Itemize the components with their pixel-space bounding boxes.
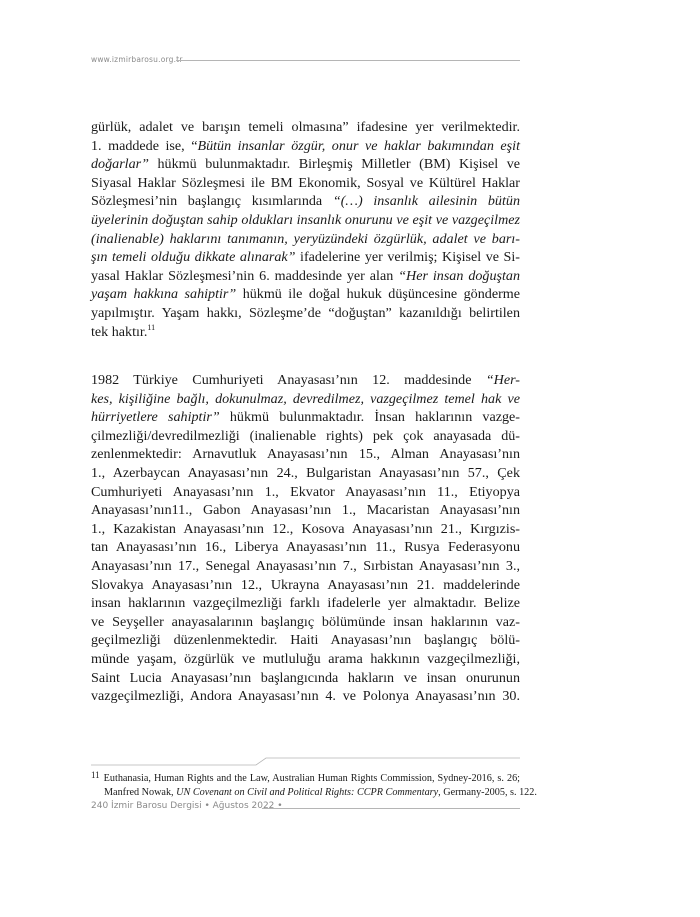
text-line [91, 230, 520, 249]
header-url: www.izmirbarosu.org.tr [91, 55, 183, 64]
italic-quote: (inalienable) haklarını tanımanın, yeryüzündeki özgürlük, adalet ve barı- [91, 230, 520, 247]
italic-quote: yaşam hakkına sahiptir” [91, 286, 237, 303]
footnote-separator [91, 757, 520, 769]
italic-quote: “Her- [485, 372, 520, 388]
text-line: yapılmıştır. Yaşam hakkı, Sözleşme’de “doğuştan” kazanıldığı belirtilen [91, 304, 520, 321]
text-line: hürriyetlere sahiptir” hükmü bulunmaktadır. İnsan haklarının vazge- [91, 409, 520, 426]
text-line: insan haklarının vazgeçilmezliği farklı ifadelerle yer almaktadır. Belize [91, 595, 520, 612]
footnote [91, 769, 537, 799]
text-line: tek haktır.$^{11}$ [91, 322, 156, 340]
italic-quote: UN Covenant on Civil and Political Rights: CCPR Commentary [176, 786, 439, 798]
paragraph-1 [91, 118, 520, 341]
italic-quote: hürriyetlere sahiptir” [91, 409, 220, 426]
page-footer: 240 İzmir Barosu Dergisi • Ağustos 2022 • [91, 801, 283, 811]
text-line: Sözleşmesi’nin başlangıç kısımlarında “(…) insanlık ailesinin bütün [91, 193, 520, 210]
text-line: vazgeçilmezliği, Andora Anayasası’nın 4. ve Polonya Anayasası’nın 30. [91, 688, 520, 705]
text-line: geçilmezliği düzenlenmektedir. Haiti Anayasası’nın başlangıç bölü- [91, 632, 520, 649]
italic-quote: şın temeli olduğu dikkate alınarak” [91, 249, 296, 266]
text-line: ve Seyşeller anayasalarının başlangıç bölümünde insan haklarının vaz- [91, 613, 520, 630]
italic-quote: üyelerinin doğuştan sahip oldukları insanlık onurunu ve eşit ve vazgeçilmez [91, 211, 520, 228]
italic-quote: Bütün insanlar özgür, onur ve haklar bakımından eşit [197, 137, 520, 154]
text-line: zenlenmektedir: Arnavutluk Anayasası’nın 15., Alman Anayasası’nın [91, 446, 520, 463]
italic-quote: kes, kişiliğine bağlı, dokunulmaz, devredilmez, vazgeçilmez temel hak ve [91, 390, 520, 407]
text-line: Anayasası’nın 17., Senegal Anayasası’nın 7., Sırbistan Anayasası’nın 3., [91, 557, 520, 574]
footnote-line: Manfred Nowak, UN Covenant on Civil and Political Rights: CCPR Commentary, Germany-2005, s. 122. [104, 786, 537, 798]
text-line [91, 211, 520, 230]
italic-quote: “(…) insanlık ailesinin bütün [332, 193, 520, 210]
footnote-reference: 11 [147, 322, 156, 332]
footnote-number: 11 [91, 770, 100, 780]
text-line: Cumhuriyeti Anayasası’nın 1., Ekvator Anayasası’nın 11., Etiyopya [91, 483, 520, 500]
italic-quote: doğarlar” [91, 156, 149, 173]
text-line: Slovakya Anayasası’nın 12., Ukrayna Anayasası’nın 21. maddelerinde [91, 576, 520, 593]
text-line: tan Anayasası’nın 16., Liberya Anayasası’nın 11., Rusya Federasyonu [91, 539, 520, 556]
footer-rule [262, 808, 520, 809]
text-line: yasal Haklar Sözleşmesi’nin 6. maddesinde yer alan “Her insan doğuştan [91, 267, 520, 284]
text-line: yaşam hakkına sahiptir” hükmü ile doğal hukuk düşüncesine gönderme [91, 286, 520, 303]
text-line: Anayasası’nın11., Gabon Anayasası’nın 1., Macaristan Anayasası’nın [91, 502, 520, 519]
text-line: Saint Lucia Anayasası’nın başlangıcında hakların ve insan onurunun [91, 669, 520, 686]
footnote-line: 11 Euthanasia, Human Rights and the Law, Australian Human Rights Commission, Sydney-2016, s. 26; [91, 770, 520, 784]
text-line: gürlük, adalet ve barışın temeli olmasına” ifadesine yer verilmektedir. [91, 119, 520, 135]
text-line: 1. maddede ise, “Bütün insanlar özgür, onur ve haklar bakımından eşit [91, 137, 520, 154]
text-line: şın temeli olduğu dikkate alınarak” ifadelerine yer verilmiş; Kişisel ve Si- [91, 249, 520, 266]
paragraph-2 [91, 371, 520, 706]
text-line [91, 390, 520, 409]
text-line: çilmezliği/devredilmezliği (inalienable rights) pek çok anayasada dü- [91, 427, 520, 444]
header-rule [176, 60, 520, 61]
text-line: 1., Azerbaycan Anayasası’nın 24., Bulgaristan Anayasası’nın 57., Çek [91, 464, 520, 481]
text-line: doğarlar” hükmü bulunmaktadır. Birleşmiş Milletler (BM) Kişisel ve [91, 156, 520, 173]
text-line: 1982 Türkiye Cumhuriyeti Anayasası’nın 12. maddesinde “Her- [91, 372, 520, 388]
text-line: 1., Kazakistan Anayasası’nın 12., Kosova Anayasası’nın 21., Kırgızis- [91, 520, 520, 537]
italic-quote: “Her insan doğuştan [398, 267, 520, 284]
text-line: Siyasal Haklar Sözleşmesi ile BM Ekonomik, Sosyal ve Kültürel Haklar [91, 174, 520, 191]
text-line: münde yaşam, özgürlük ve mutluluğu arama hakkının vazgeçilmezliği, [91, 650, 520, 667]
